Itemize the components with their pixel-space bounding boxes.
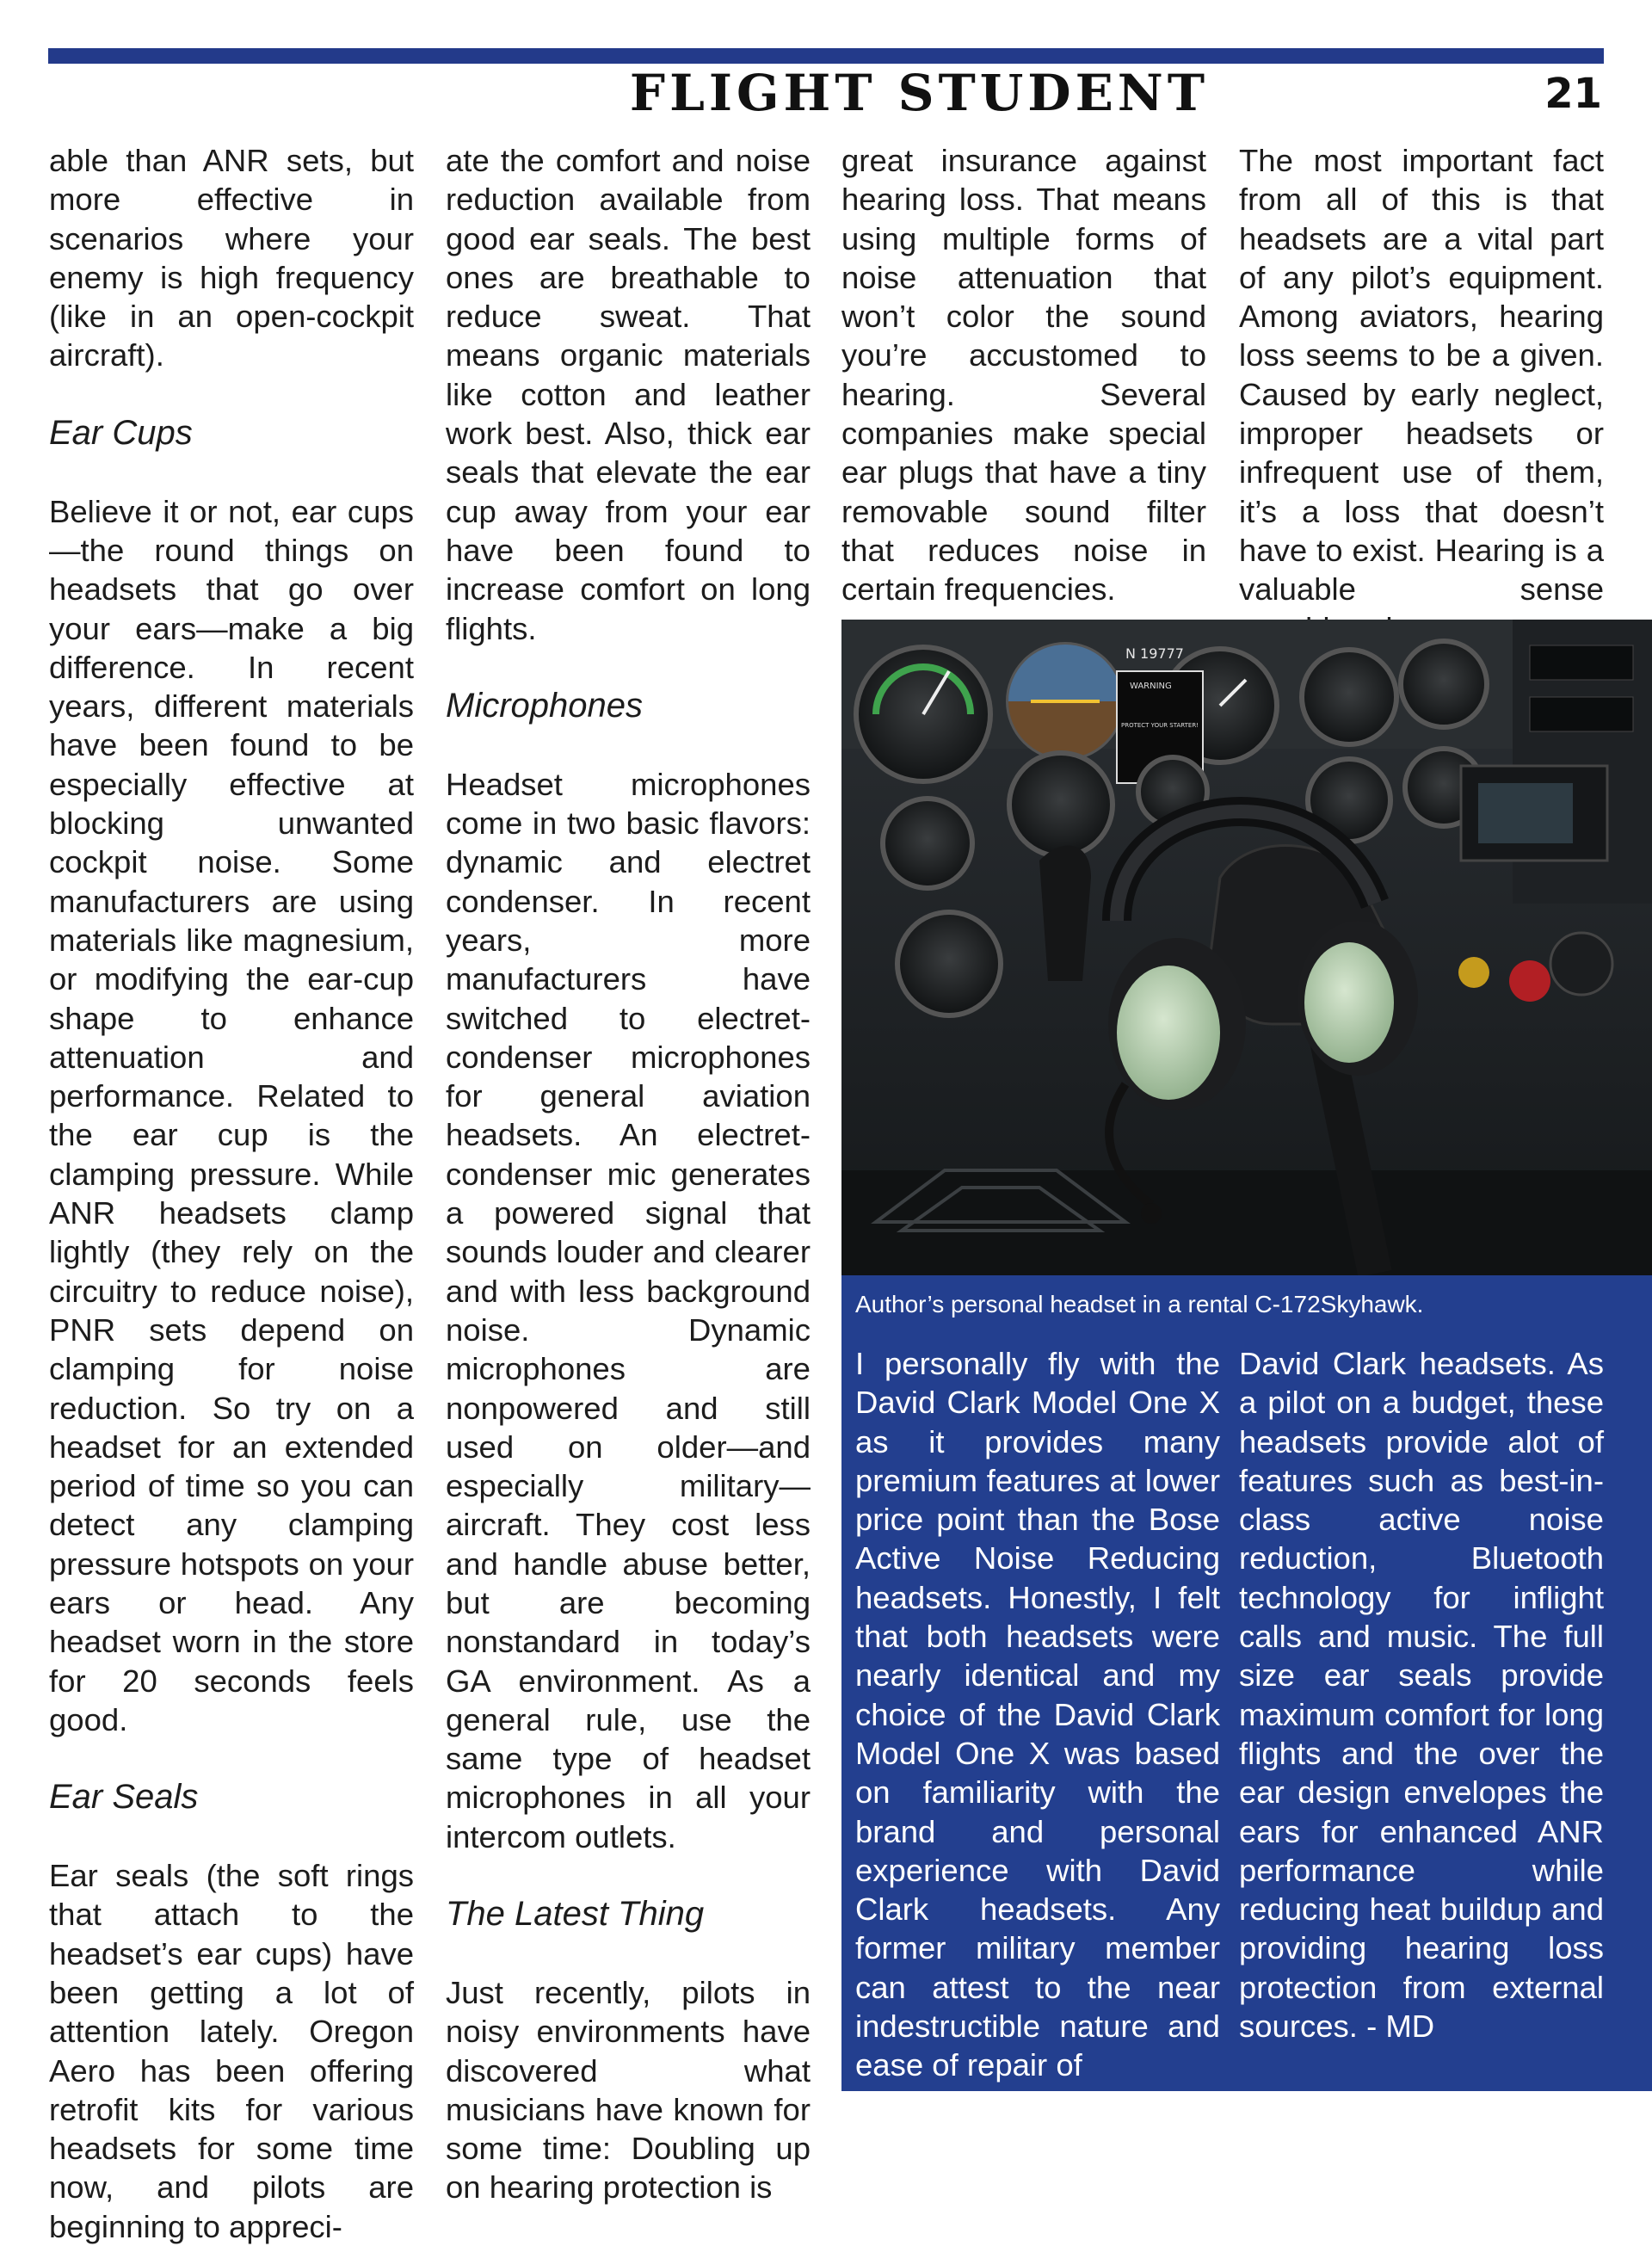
magazine-title: FLIGHT STUDENT [629,64,1209,122]
page-number: 21 [1544,70,1602,118]
article-column-1 [49,141,414,2246]
sidebar-column-2 [1239,1344,1604,2045]
paragraph: able than ANR sets, but more effective in scenarios where your enemy is high frequency (like in an open-cockpit aircraft). [49,143,414,373]
article-column-3 [841,141,1206,609]
paragraph: Just recently, pilots in noisy environments have discovered what musicians have known for some time: Doubling up on hearing protection is [446,1974,811,2206]
sidebar-box [841,1275,1652,2091]
paragraph: Headset microphones come in two basic flavors: dynamic and electret condenser. In recent years, more manufacturers have switched to electret-condenser microphones for general aviation headsets. An electret-condenser mic generates a powered signal that sounds louder and clearer and with less background noise. Dynamic microphones are nonpowered and still used on older—and especially military—aircraft. They cost less and handle abuse better, but are becoming nonstandard in today’s GA environment. As a general rule, use the same type of headset microphones in all your intercom outlets. [446,766,811,1854]
sidebar-paragraph: I personally fly with the David Clark Model One X as it provides many premium features at lower price point than the Bose Active Noise Reducing headsets. Honestly, I felt that both headsets were nearly identical and my choice of the David Clark Model One X was based on familiarity with the brand and personal experience with David Clark headsets. Any former military member can attest to the near indestructible nature and ease of repair of [855,1346,1220,2083]
paragraph: Believe it or not, ear cups—the round things on headsets that go over your ears—make a big difference. In recent years, different materials have been found to be especially effective at blocking unwanted cockpit noise. Some manufacturers are using materials like magnesium, or modifying the ear-cup shape to enhance attenuation and performance. Related to the ear cup is the clamping pressure. While ANR headsets clamp lightly (they rely on the circuitry to reduce noise), PNR sets depend on clamping for noise reduction. So try on a headset for an extended period of time so you can detect any clamping pressure hotspots on your ears or head. Any headset worn in the store for 20 seconds feels good. [49,493,414,1737]
article-column-2 [446,141,811,2207]
section-heading-latest-thing: The Latest Thing [446,1895,705,1934]
cockpit-photo [841,620,1652,1275]
sidebar-column-1 [855,1344,1220,2085]
section-heading-ear-seals: Ear Seals [49,1778,199,1817]
paragraph: The most important fact from all of this is that headsets are a vital part of any pilot’s equipment. Among aviators, hearing loss seems to be a given. Caused by early neglect, improper headsets or infrequent use of them, it’s a loss that doesn’t have to exist. Hearing is a valuable sense [1239,143,1604,608]
paragraph: ate the comfort and noise reduction available from good ear seals. The best ones are breathable to reduce sweat. That means organic materials like cotton and leather work best. Also, thick ear seals that elevate the ear cup away from your ear have been found to increase comfort on long flights. [446,143,811,646]
section-heading-microphones: Microphones [446,687,644,725]
paragraph: great insurance against hearing loss. That means using multiple forms of noise attenuation that won’t color the sound you’re accustomed to hearing. Several companies make special ear plugs that have a tiny removable sound filter that reduces noise in certain frequencies. [841,143,1206,608]
airspeed-gauge [856,647,990,781]
cockpit-illustration [841,620,1652,1275]
section-heading-ear-cups: Ear Cups [49,414,193,453]
placard-starter: PROTECT YOUR STARTER! [1121,722,1199,729]
paragraph: Ear seals (the soft rings that attach to the headset’s ear cups) have been getting a lot of attention lately. Oregon Aero has been offering retrofit kits for various headsets for some time now, and pilots are beginning to appreci- [49,1858,414,2244]
placard-warning: WARNING [1130,682,1172,691]
photo-caption: Author’s personal headset in a rental C-172Skyhawk. [855,1291,1424,1317]
sidebar-paragraph: David Clark headsets. As a pilot on a budget, these headsets provide alot of features such as best-in-class active noise reduction, Bluetooth technology for inflight calls and music. The full size ear seals provide maximum comfort for long flights and the over the ear design envelopes the ears for enhanced ANR performance while reducing heat buildup and providing hearing loss protection from external sources. - MD [1239,1346,1604,2045]
attitude-indicator [1008,645,1122,758]
tail-number: N 19777 [1125,645,1184,662]
article-column-4 [1239,141,1604,648]
